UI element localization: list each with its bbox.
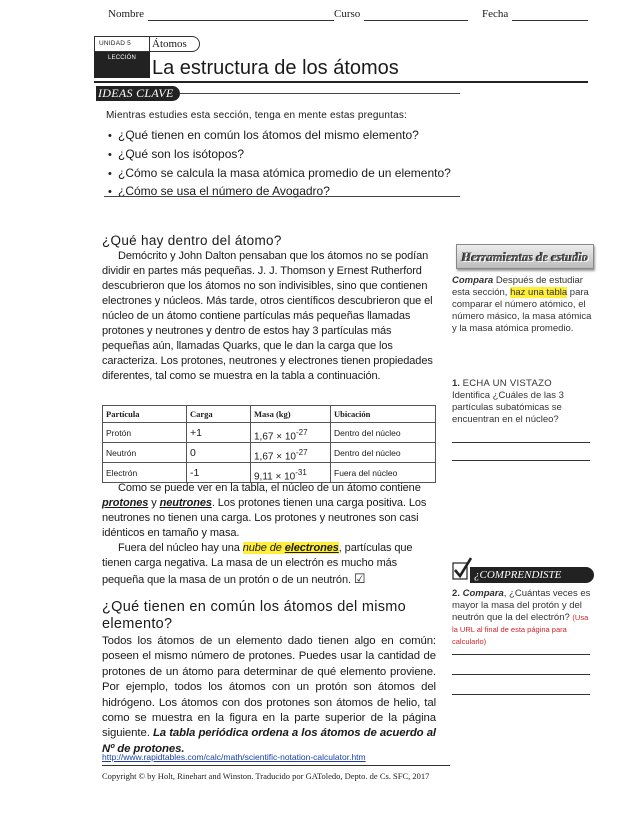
paragraph-electrons: Fuera del núcleo hay una nube de electrones, partículas que tienen carga negativa. La masa de un electrón es mucho más pequeña que la masa de un protón o de un neutrón. ☑: [102, 542, 413, 586]
paragraph-atom-inside: Demócrito y John Dalton pensaban que los átomos no se podían dividir en partes más pequeñas. J. J. Thomson y Ernest Rutherford descubrieron que los átomos no son indivisibles, sino que contienen electrones y núcleos. Más tarde, otros científicos descubrieron que el núcleo de un átomo contiene partículas más pequeñas llamadas protones y neutrones y dentro de estos hay 3 partículas más pequeñas aún, llamadas Quarks, que le dan la carga que los caracteriza. Los protones, neutrones y electrones tienen propiedades diferentes, tal como se muestra en la tabla a continuación.: [102, 250, 433, 382]
answer-line[interactable]: [452, 460, 590, 461]
footer-divider: [102, 765, 450, 766]
unit-name: Átomos: [150, 36, 200, 52]
nombre-label: Nombre: [108, 8, 145, 20]
bullet-icon: •: [108, 186, 112, 198]
question-1: 1. ECHA UN VISTAZO Identifica ¿Cuáles de las 3 partículas subatómicas se encuentran en el núcleo?: [452, 378, 564, 425]
comprendiste-label: ¿COMPRENDISTE: [470, 567, 594, 583]
key-question: • ¿Cómo se calcula la masa atómica promedio de un elemento?: [108, 166, 451, 180]
particles-table: [102, 405, 436, 483]
ideas-clave-label: IDEAS CLAVE: [96, 86, 180, 101]
bullet-icon: •: [108, 168, 112, 180]
section-heading-atom-inside: ¿Qué hay dentro del átomo?: [102, 233, 282, 248]
key-question: • ¿Cómo se usa el número de Avogadro?: [108, 184, 330, 198]
charge-cell: +1: [187, 423, 251, 443]
mass-cell: $1,67 \times 10^{-27}$: [251, 443, 331, 463]
student-info-header: [108, 8, 588, 24]
unit-lesson-box: [94, 36, 150, 78]
column-header: Masa (kg): [251, 406, 331, 423]
column-header: Ubicación: [331, 406, 436, 423]
lesson-label: LECCIÓN: [94, 52, 150, 78]
paragraph-nucleus: Como se puede ver en la tabla, el núcleo de un átomo contiene protones y neutrones. Los protones tienen una carga positiva. Los neutrones no tienen una carga. Los protones y neutrones son casi idénticos en tamaño y masa.: [102, 482, 427, 539]
paragraph-same-element: Todos los átomos de un elemento dado tienen algo en común: poseen el mismo número de protones. Puedes usar la cantidad de protones de un átomo para determinar de qué elemento proviene. Por ejemplo, todos los átomos con un protón son átomos del hidrógeno. Los átomos con dos protones son átomos de helio, tal como se muestra en la figura en la parte superior de la página siguiente. La tabla periódica ordena a los átomos de acuerdo al Nº de protones.: [102, 635, 436, 755]
charge-cell: 0: [187, 443, 251, 463]
title-divider: [94, 81, 588, 83]
question-2: 2. Compara, ¿Cuántas veces es mayor la masa del protón y del neutrón que la del electrón? (Usa la URL al final de esta página para calcularlo): [452, 588, 591, 646]
copyright-text: Copyright © by Holt, Rinehart and Winston. Traducido por GAToledo, Depto. de Cs. SFC, 2017: [102, 771, 430, 781]
unit-label: UNIDAD 5: [94, 36, 150, 52]
bullet-icon: •: [108, 149, 112, 161]
checkbox-icon: [452, 557, 472, 581]
curso-label: Curso: [334, 8, 361, 20]
answer-line[interactable]: [452, 674, 590, 675]
mass-cell: $9,11 \times 10^{-31}$: [251, 463, 331, 483]
ideas-intro: Mientras estudies esta sección, tenga en mente estas preguntas:: [106, 110, 408, 121]
ideas-divider: [180, 93, 460, 94]
column-header: Partícula: [103, 406, 187, 423]
fecha-label: Fecha: [482, 8, 509, 20]
particle-cell: Electrón: [103, 463, 187, 483]
particle-cell: Protón: [103, 423, 187, 443]
table-header-row: [103, 406, 436, 423]
nombre-field[interactable]: [148, 20, 334, 21]
bullet-icon: •: [108, 130, 112, 142]
calculator-link[interactable]: http://www.rapidtables.com/calc/math/scientific-notation-calculator.htm: [102, 752, 366, 762]
answer-line[interactable]: [452, 654, 590, 655]
mass-cell: $1,67 \times 10^{-27}$: [251, 423, 331, 443]
answer-line[interactable]: [452, 442, 590, 443]
page-title: La estructura de los átomos: [152, 57, 399, 79]
key-question: • ¿Qué son los isótopos?: [108, 147, 245, 161]
key-question: • ¿Qué tienen en común los átomos del mismo elemento?: [108, 128, 419, 142]
location-cell: Fuera del núcleo: [331, 463, 436, 483]
compara-tip: Compara Después de estudiar esta sección, haz una tabla para comparar el número atómico, el número másico, la masa atómica y la masa atómica promedio.: [452, 275, 592, 334]
table-row: [103, 443, 436, 463]
curso-field[interactable]: [364, 20, 468, 21]
check-icon: ☑: [353, 571, 366, 586]
table-row: [103, 463, 436, 483]
answer-line[interactable]: [452, 694, 590, 695]
charge-cell: -1: [187, 463, 251, 483]
location-cell: Dentro del núcleo: [331, 423, 436, 443]
particle-cell: Neutrón: [103, 443, 187, 463]
column-header: Carga: [187, 406, 251, 423]
ideas-bottom-divider: [104, 196, 460, 197]
fecha-field[interactable]: [512, 20, 588, 21]
study-tools-banner: Herramientas de estudio: [456, 244, 594, 269]
location-cell: Dentro del núcleo: [331, 443, 436, 463]
section-heading-same-element: ¿Qué tienen en común los átomos del mismo elemento?: [102, 599, 407, 632]
table-row: [103, 423, 436, 443]
